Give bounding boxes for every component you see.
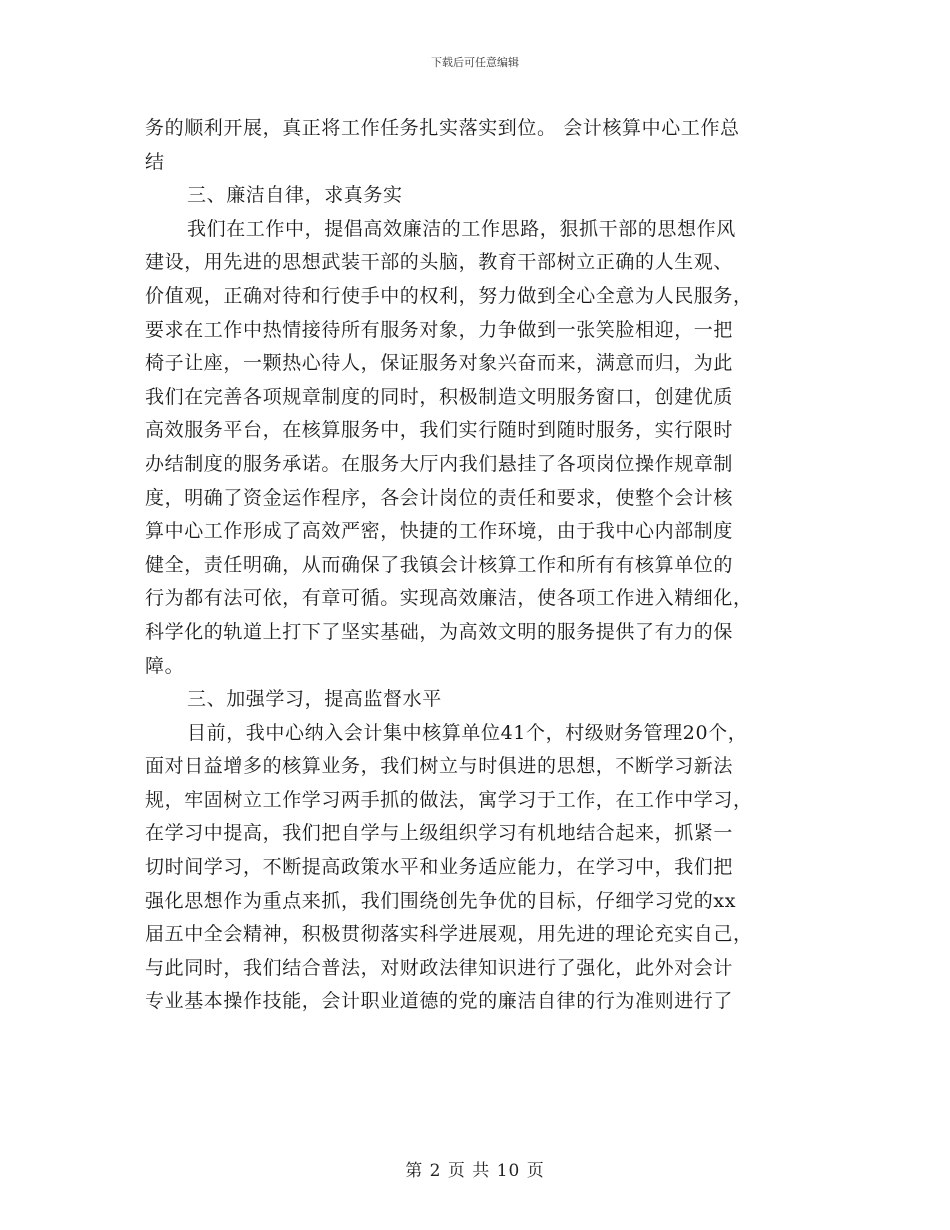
text-line: 与此同时，我们结合普法，对财政法律知识进行了强化，此外对会计	[145, 956, 734, 979]
document-body	[145, 112, 810, 1019]
page-header: 下载后可任意编辑	[431, 56, 519, 69]
text-line: 科学化的轨道上打下了坚实基础，为高效文明的服务提供了有力的保	[145, 620, 734, 643]
text-line: 务的顺利开展，真正将工作任务扎实落实到位。 会计核算中心工作总	[145, 117, 740, 139]
text-line: 目前，我中心纳入会计集中核算单位41个，村级财务管理20个，	[187, 721, 748, 744]
text-line: 要求在工作中热情接待所有服务对象，力争做到一张笑脸相迎，一把	[145, 318, 734, 341]
text-line: 强化思想作为重点来抓，我们围绕创先争优的目标，仔细学习党的xx	[145, 889, 737, 912]
text-line: 我们在工作中，提倡高效廉洁的工作思路，狠抓干部的思想作风	[187, 217, 736, 240]
text-line: 价值观，正确对待和行使手中的权利，努力做到全心全意为人民服务，	[145, 284, 753, 307]
text-line: 办结制度的服务承诺。在服务大厅内我们悬挂了各项岗位操作规章制	[145, 452, 734, 475]
text-line: 结	[145, 150, 165, 173]
text-line: 行为都有法可依，有章可循。实现高效廉洁，使各项工作进入精细化，	[145, 587, 753, 610]
text-line: 健全，责任明确，从而确保了我镇会计核算工作和所有有核算单位的	[145, 553, 734, 576]
text-line: 椅子让座，一颗热心待人，保证服务对象兴奋而来，满意而归，为此	[145, 352, 734, 375]
page-footer: 第 2 页 共 10 页	[405, 1161, 545, 1181]
text-line: 障。	[145, 654, 185, 677]
text-line: 度，明确了资金运作程序，各会计岗位的责任和要求，使整个会计核	[145, 486, 734, 509]
text-line: 规，牢固树立工作学习两手抓的做法，寓学习于工作，在工作中学习，	[145, 788, 753, 811]
text-line: 届五中全会精神，积极贯彻落实科学进展观，用先进的理论充实自己，	[145, 923, 753, 946]
text-line: 专业基本操作技能，会计职业道德的党的廉洁自律的行为准则进行了	[145, 990, 734, 1013]
text-line: 建设，用先进的思想武装干部的头脑，教育干部树立正确的人生观、	[145, 251, 734, 274]
text-line: 高效服务平台，在核算服务中，我们实行随时到随时服务，实行限时	[145, 419, 734, 442]
text-line: 面对日益增多的核算业务，我们树立与时俱进的思想，不断学习新法	[145, 755, 734, 778]
text-line: 我们在完善各项规章制度的同时，积极制造文明服务窗口，创建优质	[145, 385, 734, 408]
text-line: 算中心工作形成了高效严密，快捷的工作环境，由于我中心内部制度	[145, 520, 734, 543]
text-line: 在学习中提高，我们把自学与上级组织学习有机地结合起来，抓紧一	[145, 822, 734, 845]
text-line: 三、加强学习，提高监督水平	[187, 688, 442, 711]
text-line: 三、廉洁自律，求真务实	[187, 184, 403, 207]
text-line: 切时间学习，不断提高政策水平和业务适应能力，在学习中，我们把	[145, 856, 734, 879]
